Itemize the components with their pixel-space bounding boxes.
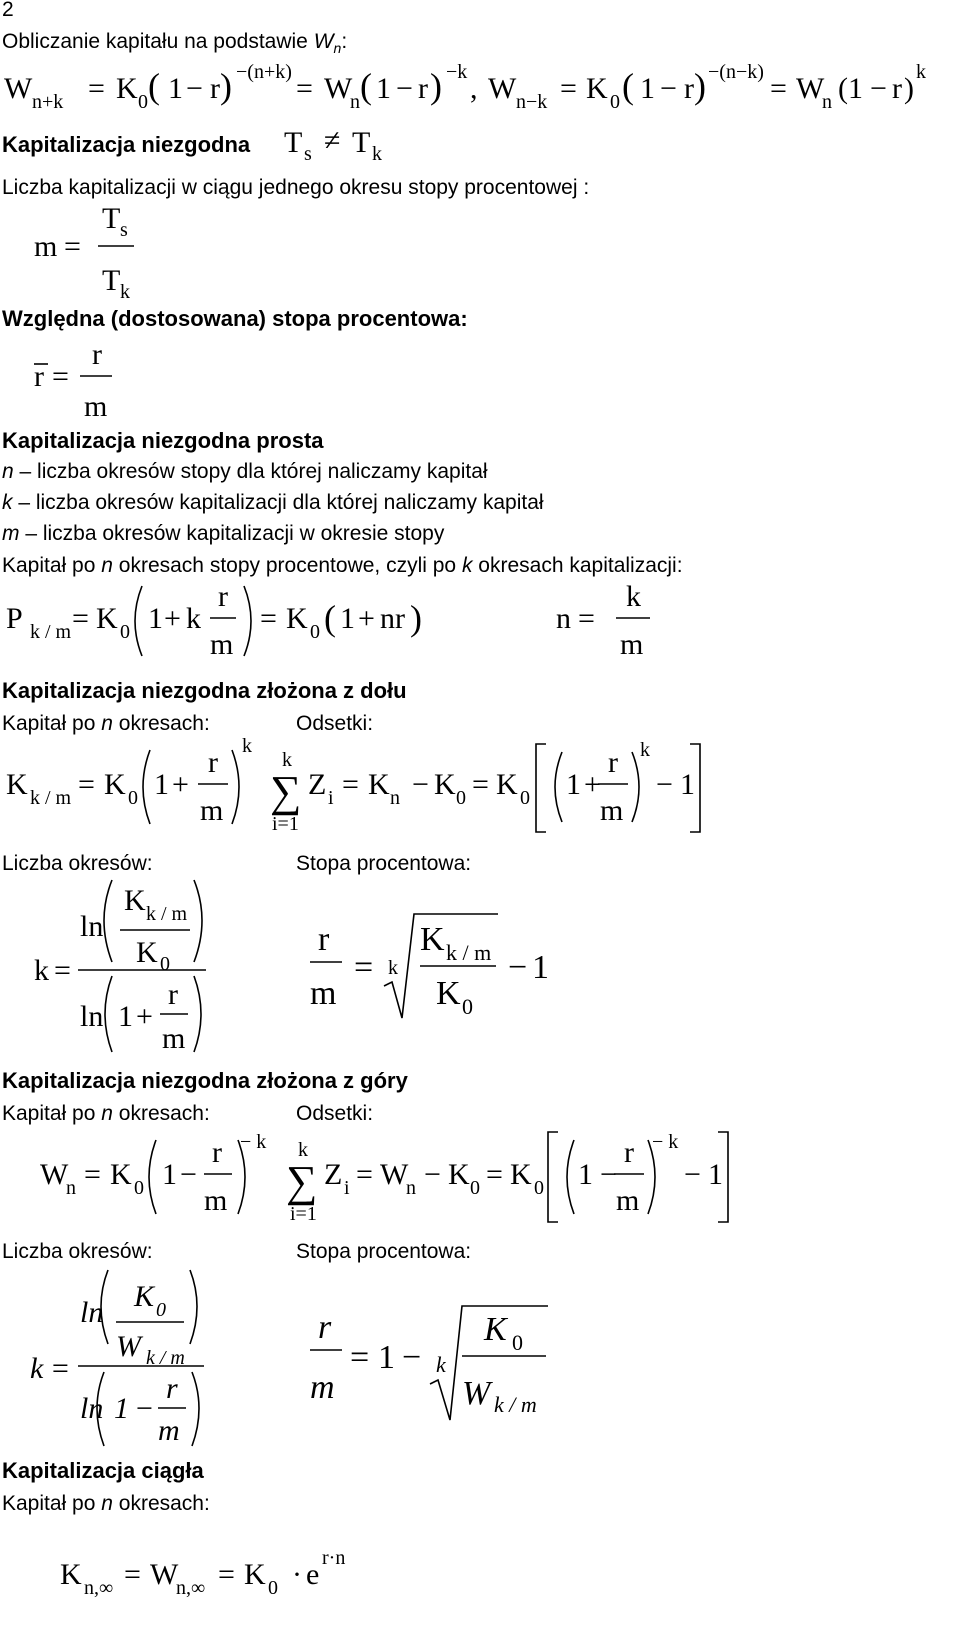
- svg-text:(: (: [324, 598, 336, 638]
- interest-label-1: Odsetki:: [296, 712, 374, 735]
- section-heading-niezgodna: Kapitalizacja niezgodna: [2, 132, 251, 157]
- svg-text:K: K: [60, 1558, 82, 1591]
- formula-compound-below-capital: [6, 735, 252, 827]
- svg-text:− k: − k: [240, 1131, 267, 1153]
- svg-text:−: −: [424, 1158, 441, 1191]
- simple-capital-k: k: [461, 554, 473, 577]
- svg-text:k: k: [242, 735, 252, 757]
- definition-k-text: – liczba okresów kapitalizacji dla której naliczamy kapitał: [12, 491, 544, 514]
- svg-text:ln: ln: [80, 1392, 104, 1425]
- svg-text:k / m: k / m: [494, 1392, 537, 1417]
- svg-text:∑: ∑: [270, 767, 302, 816]
- svg-text:k: k: [436, 1352, 446, 1377]
- svg-text:+: +: [584, 768, 601, 801]
- formula-m-ratio: [34, 202, 134, 303]
- svg-text:k: k: [34, 954, 49, 987]
- capital-after-n: n: [101, 1102, 113, 1125]
- svg-text:1: 1: [154, 768, 169, 801]
- svg-text:k / m: k / m: [146, 903, 188, 925]
- svg-text:1: 1: [566, 768, 581, 801]
- svg-text:−: −: [656, 768, 673, 801]
- svg-text:r: r: [892, 72, 902, 105]
- svg-text:=: =: [296, 72, 313, 105]
- intro-suffix: :: [341, 30, 348, 53]
- svg-text:): ): [220, 66, 232, 106]
- formula-relative-rate: [34, 338, 112, 423]
- svg-text:−(n−k): −(n−k): [708, 61, 764, 83]
- formula-wn-relations: [4, 61, 926, 113]
- svg-text:=: =: [84, 1158, 101, 1191]
- svg-text:ln: ln: [80, 910, 104, 943]
- section-heading-compound-above: Kapitalizacja niezgodna złożona z góry: [2, 1068, 408, 1093]
- svg-text:m: m: [310, 975, 337, 1012]
- svg-text:r: r: [624, 1136, 634, 1169]
- svg-text:+: +: [136, 1000, 153, 1033]
- svg-text:1: 1: [376, 72, 391, 105]
- svg-text:k / m: k / m: [146, 1347, 185, 1369]
- svg-text:): ): [410, 598, 422, 638]
- svg-text:nr: nr: [380, 602, 405, 635]
- svg-text:0: 0: [534, 1177, 544, 1199]
- svg-text:0: 0: [128, 787, 138, 809]
- svg-text:r: r: [34, 360, 44, 393]
- svg-text:0: 0: [160, 953, 170, 975]
- svg-text:=: =: [54, 954, 71, 987]
- svg-text:k: k: [640, 739, 650, 761]
- svg-text:1: 1: [578, 1158, 593, 1191]
- svg-text:m: m: [158, 1414, 180, 1447]
- svg-text:r: r: [218, 580, 228, 613]
- svg-text:T: T: [352, 126, 371, 159]
- svg-text:s: s: [304, 143, 312, 165]
- capital-after-a: Kapitał po: [2, 1102, 102, 1125]
- svg-text:0: 0: [520, 787, 530, 809]
- svg-text:0: 0: [268, 1577, 278, 1599]
- svg-text:K: K: [586, 72, 608, 105]
- svg-text:r: r: [608, 746, 618, 779]
- svg-text:−: −: [134, 1392, 155, 1425]
- svg-text:−: −: [396, 72, 413, 105]
- svg-text:K: K: [510, 1158, 532, 1191]
- svg-text:W: W: [488, 72, 517, 105]
- capital-after-a: Kapitał po: [2, 712, 102, 735]
- capital-after-b: okresach:: [112, 1492, 210, 1515]
- svg-text:n: n: [350, 91, 360, 113]
- svg-text:1: 1: [148, 602, 163, 635]
- svg-text:1: 1: [640, 72, 655, 105]
- capital-after-b: okresach:: [112, 712, 210, 735]
- svg-text:W: W: [380, 1158, 409, 1191]
- svg-text:W: W: [324, 72, 353, 105]
- formula-compound-above-capital: [40, 1131, 266, 1217]
- svg-text:i: i: [328, 787, 334, 809]
- svg-text:K: K: [136, 936, 158, 969]
- svg-text:r: r: [684, 72, 694, 105]
- svg-text:): ): [904, 72, 914, 105]
- svg-text:=: =: [88, 72, 105, 105]
- svg-text:W: W: [40, 1158, 69, 1191]
- svg-text:Z: Z: [324, 1158, 343, 1191]
- svg-text:1: 1: [114, 1392, 129, 1425]
- interest-label-2: Odsetki:: [296, 1102, 374, 1125]
- formula-continuous: [60, 1547, 345, 1599]
- svg-text:T: T: [102, 264, 121, 297]
- svg-text:− k: − k: [652, 1131, 679, 1153]
- section-heading-relative-rate: Względna (dostosowana) stopa procentowa:: [2, 306, 468, 331]
- svg-text:·: ·: [292, 1558, 302, 1591]
- svg-text:n,∞: n,∞: [176, 1577, 206, 1599]
- svg-text:k: k: [186, 602, 201, 635]
- svg-text:0: 0: [470, 1177, 480, 1199]
- svg-text:): ): [694, 66, 706, 106]
- svg-text:0: 0: [156, 1299, 166, 1321]
- svg-text:m: m: [210, 628, 234, 661]
- svg-text:m: m: [162, 1022, 186, 1055]
- svg-text:1: 1: [168, 72, 183, 105]
- formula-compound-above-interest: [286, 1131, 728, 1225]
- svg-text:K: K: [484, 1311, 507, 1348]
- definition-m-text: – liczba okresów kapitalizacji w okresie stopy: [19, 522, 445, 545]
- svg-text:0: 0: [512, 1330, 523, 1355]
- formula-compound-below-rate: [310, 914, 549, 1019]
- svg-text:=: =: [560, 72, 577, 105]
- svg-text:=: =: [64, 230, 81, 263]
- svg-text:k: k: [626, 580, 641, 613]
- svg-text:=: =: [50, 1352, 71, 1385]
- svg-text:k: k: [372, 143, 382, 165]
- svg-text:=: =: [578, 602, 595, 635]
- svg-text:W: W: [4, 72, 33, 105]
- svg-text:1: 1: [118, 1000, 133, 1033]
- svg-text:K: K: [368, 768, 390, 801]
- svg-text:T: T: [102, 202, 121, 235]
- definition-m-var: m: [2, 522, 20, 545]
- svg-text:K: K: [436, 975, 461, 1012]
- svg-text:n,∞: n,∞: [84, 1577, 114, 1599]
- svg-text:K: K: [6, 768, 28, 801]
- svg-text:k: k: [120, 281, 130, 303]
- svg-text:−: −: [402, 1339, 422, 1376]
- svg-text:K: K: [96, 602, 118, 635]
- svg-text:K: K: [134, 1280, 155, 1313]
- capital-after-a: Kapitał po: [2, 1492, 102, 1515]
- svg-text:≠: ≠: [324, 124, 341, 157]
- svg-text:=: =: [356, 1158, 373, 1191]
- svg-text:1: 1: [680, 768, 695, 801]
- svg-text:r: r: [92, 338, 102, 371]
- svg-text:−: −: [684, 1158, 701, 1191]
- svg-text:=: =: [472, 768, 489, 801]
- num-capitalizations-line: Liczba kapitalizacji w ciągu jednego okresu stopy procentowej :: [2, 176, 590, 199]
- svg-text:1: 1: [378, 1339, 395, 1376]
- definition-k-var: k: [2, 491, 13, 514]
- svg-text:n: n: [390, 787, 400, 809]
- svg-text:−: −: [186, 72, 203, 105]
- svg-text:m: m: [34, 230, 58, 263]
- num-periods-label-1: Liczba okresów:: [2, 852, 153, 875]
- capital-after-n: n: [101, 712, 113, 735]
- section-heading-simple: Kapitalizacja niezgodna prosta: [2, 428, 324, 453]
- svg-text:k: k: [282, 749, 292, 771]
- svg-text:T: T: [284, 126, 303, 159]
- svg-text:K: K: [124, 884, 146, 917]
- svg-text:(: (: [148, 66, 160, 106]
- svg-text:Z: Z: [308, 768, 327, 801]
- svg-text:m: m: [600, 794, 624, 827]
- svg-text:r: r: [318, 921, 330, 958]
- formula-compound-below-interest: [270, 739, 700, 835]
- svg-text:K: K: [434, 768, 456, 801]
- simple-capital-n: n: [101, 554, 113, 577]
- svg-text:i=1: i=1: [290, 1203, 317, 1225]
- svg-text:=: =: [218, 1558, 235, 1591]
- intro-prefix: Obliczanie kapitału na podstawie: [2, 30, 314, 53]
- svg-text:1: 1: [162, 1158, 177, 1191]
- svg-text:K: K: [244, 1558, 266, 1591]
- svg-text:=: =: [350, 1339, 370, 1376]
- formula-compound-above-periods: [30, 1270, 204, 1447]
- svg-text:=: =: [486, 1158, 503, 1191]
- svg-text:−k: −k: [446, 61, 468, 83]
- formula-simple-capital: [6, 580, 650, 661]
- svg-text:1: 1: [340, 602, 355, 635]
- svg-text:m: m: [84, 390, 108, 423]
- svg-text:k: k: [388, 957, 398, 979]
- section-heading-continuous: Kapitalizacja ciągła: [2, 1458, 204, 1483]
- svg-text:∑: ∑: [286, 1157, 318, 1206]
- svg-text:+: +: [172, 768, 189, 801]
- svg-text:=: =: [354, 949, 374, 986]
- svg-text:r: r: [168, 978, 178, 1011]
- svg-text:W: W: [462, 1375, 491, 1412]
- svg-text:W: W: [796, 72, 825, 105]
- rate-label-2: Stopa procentowa:: [296, 1240, 472, 1263]
- simple-capital-a: Kapitał po: [2, 554, 102, 577]
- svg-text:K: K: [286, 602, 308, 635]
- svg-text:n: n: [66, 1177, 76, 1199]
- rate-label-1: Stopa procentowa:: [296, 852, 472, 875]
- svg-text:(1: (1: [838, 72, 863, 105]
- svg-text:n: n: [406, 1177, 416, 1199]
- svg-text:m: m: [200, 794, 224, 827]
- svg-text:=: =: [72, 602, 89, 635]
- svg-text:m: m: [620, 628, 644, 661]
- svg-text:K: K: [116, 72, 138, 105]
- svg-text:−: −: [412, 768, 429, 801]
- svg-text:n+k: n+k: [32, 91, 64, 113]
- svg-text:0: 0: [462, 994, 473, 1019]
- svg-text:r: r: [208, 746, 218, 779]
- svg-text:=: =: [78, 768, 95, 801]
- svg-text:ln: ln: [80, 1296, 104, 1329]
- svg-text:−: −: [870, 72, 887, 105]
- svg-text:): ): [430, 66, 442, 106]
- svg-text:r: r: [212, 1136, 222, 1169]
- svg-text:1: 1: [532, 949, 549, 986]
- svg-text:−(n+k): −(n+k): [236, 61, 292, 83]
- svg-text:m: m: [204, 1184, 228, 1217]
- svg-text:k: k: [298, 1139, 308, 1161]
- svg-text:K: K: [110, 1158, 132, 1191]
- svg-text:−: −: [600, 1158, 617, 1191]
- formula-ts-neq-tk: [284, 124, 382, 165]
- section-heading-compound-below: Kapitalizacja niezgodna złożona z dołu: [2, 678, 407, 703]
- svg-text:,: ,: [470, 72, 478, 105]
- definition-n-text: – liczba okresów stopy dla której naliczamy kapitał: [13, 460, 488, 483]
- svg-text:0: 0: [120, 621, 130, 643]
- svg-text:m: m: [616, 1184, 640, 1217]
- svg-text:0: 0: [134, 1177, 144, 1199]
- svg-text:W: W: [116, 1330, 141, 1363]
- svg-text:K: K: [420, 921, 445, 958]
- svg-text:=: =: [260, 602, 277, 635]
- svg-text:=: =: [124, 1558, 141, 1591]
- simple-capital-b: okresach stopy procentowe, czyli po: [112, 554, 462, 577]
- page-number: 2: [2, 0, 14, 21]
- svg-text:n: n: [556, 602, 571, 635]
- svg-text:e: e: [306, 1558, 320, 1591]
- svg-text:r: r: [318, 1309, 332, 1346]
- svg-text:r: r: [166, 1372, 178, 1405]
- svg-text:0: 0: [610, 91, 620, 113]
- svg-text:ln: ln: [80, 1000, 104, 1033]
- svg-text:i=1: i=1: [272, 813, 299, 835]
- svg-text:−: −: [660, 72, 677, 105]
- svg-text:W: W: [150, 1558, 179, 1591]
- num-periods-label-2: Liczba okresów:: [2, 1240, 153, 1263]
- svg-text:s: s: [120, 219, 128, 241]
- definition-n-var: n: [2, 460, 14, 483]
- svg-text:k: k: [30, 1352, 44, 1385]
- svg-text:r: r: [418, 72, 428, 105]
- svg-text:0: 0: [310, 621, 320, 643]
- capital-after-n: n: [101, 1492, 113, 1515]
- svg-text:n−k: n−k: [516, 91, 548, 113]
- capital-after-b: okresach:: [112, 1102, 210, 1125]
- simple-capital-c: okresach kapitalizacji:: [472, 554, 683, 577]
- svg-text:k / m: k / m: [30, 787, 72, 809]
- svg-text:−: −: [508, 949, 528, 986]
- svg-text:r: r: [210, 72, 220, 105]
- svg-text:K: K: [104, 768, 126, 801]
- svg-text:=: =: [770, 72, 787, 105]
- svg-text:k / m: k / m: [446, 940, 492, 965]
- svg-text:=: =: [52, 360, 69, 393]
- svg-text:=: =: [342, 768, 359, 801]
- svg-text:r·n: r·n: [322, 1547, 346, 1569]
- formula-compound-above-rate: [310, 1306, 548, 1420]
- svg-text:1: 1: [708, 1158, 723, 1191]
- svg-text:k / m: k / m: [30, 621, 72, 643]
- svg-text:(: (: [622, 66, 634, 106]
- svg-text:+: +: [358, 602, 375, 635]
- svg-text:+: +: [164, 602, 181, 635]
- svg-text:n: n: [822, 91, 832, 113]
- svg-text:−: −: [180, 1158, 197, 1191]
- svg-text:P: P: [6, 602, 23, 635]
- svg-text:i: i: [344, 1177, 350, 1199]
- svg-text:(: (: [360, 66, 372, 106]
- svg-text:k: k: [916, 61, 926, 83]
- svg-text:m: m: [310, 1369, 335, 1406]
- intro-sub: n: [333, 40, 342, 57]
- formula-compound-below-periods: [34, 880, 206, 1055]
- svg-text:K: K: [496, 768, 518, 801]
- intro-var: W: [313, 30, 334, 53]
- svg-text:0: 0: [456, 787, 466, 809]
- svg-text:K: K: [448, 1158, 470, 1191]
- svg-text:0: 0: [138, 91, 148, 113]
